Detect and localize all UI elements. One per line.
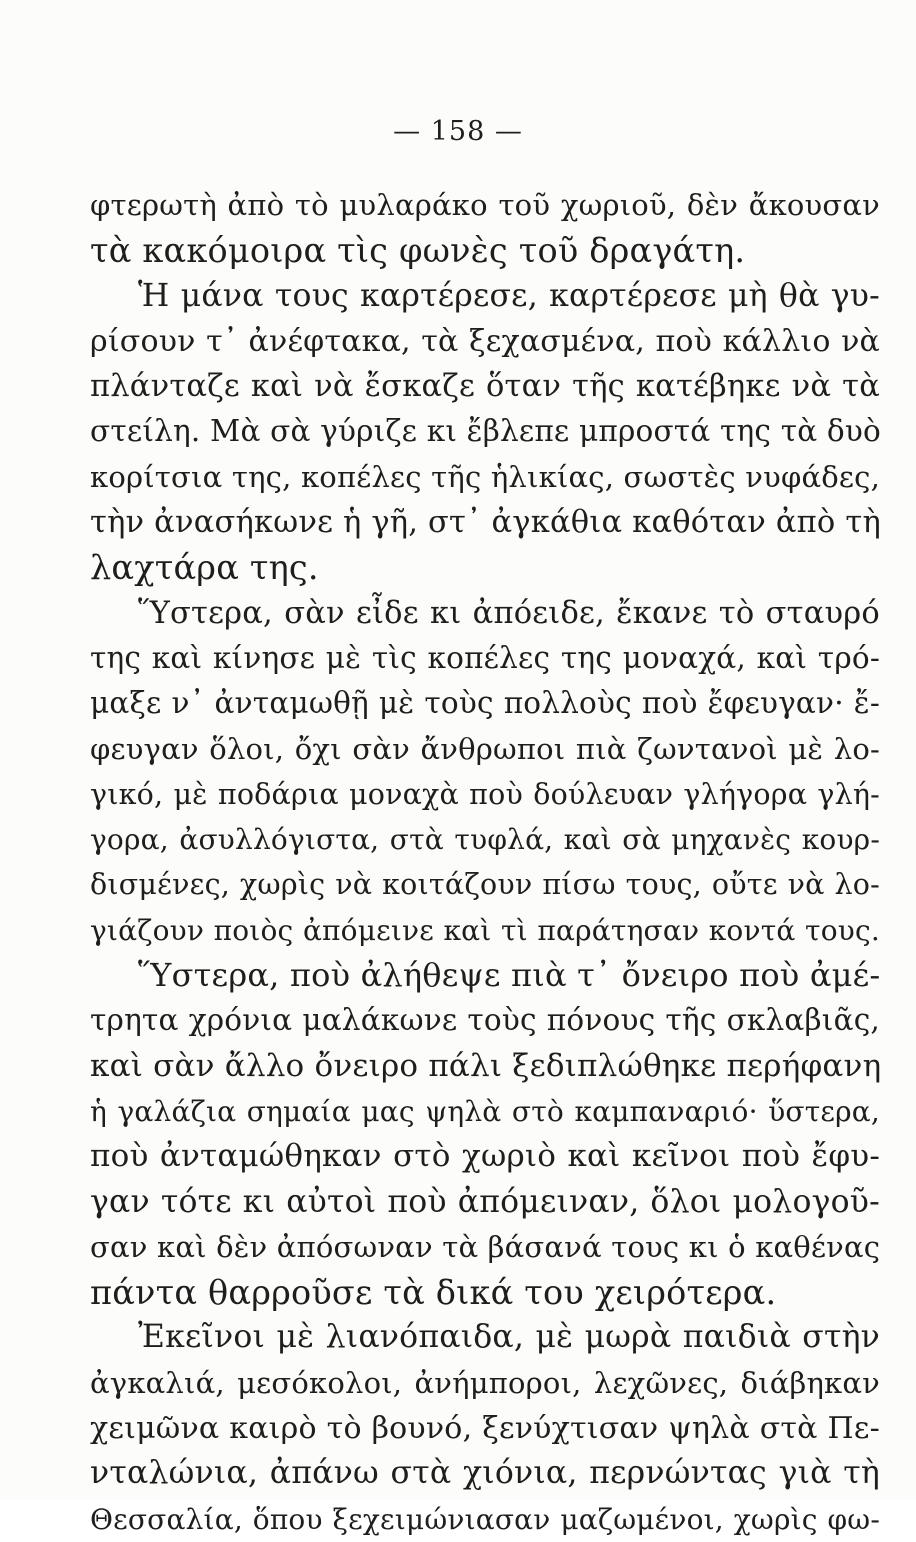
text-line: ποὺ ἀνταμώθηκαν στὸ χωριὸ καὶ κεῖνοι ποὺ ἔφυ- [90, 1138, 880, 1175]
text-line: στείλη. Μὰ σὰ γύριζε κι ἔβλεπε μπροστά της τὰ δυὸ [90, 414, 881, 449]
text-line: πλάνταζε καὶ νὰ ἔσκαζε ὅταν τῆς κατέβηκε νὰ τὰ [90, 369, 880, 405]
text-line: γορα, ἀσυλλόγιστα, στὰ τυφλά, καὶ σὰ μηχανὲς κουρ- [90, 823, 880, 857]
paragraph-start-line: Ὕστερα, ποὺ ἀλήθεψε πιὰ τ᾿ ὄνειρο ποὺ ἀμέ- [138, 956, 881, 995]
text-line: νταλώνια, ἀπάνω στὰ χιόνια, περνώντας γιὰ τὴ [90, 1455, 880, 1492]
text-line: γαν τότε κι αὐτοὶ ποὺ ἀπόμειναν, ὅλοι μολογοῦ- [90, 1183, 880, 1220]
text-line: φτερωτὴ ἀπὸ τὸ μυλαράκο τοῦ χωριοῦ, δὲν ἄκουσαν [90, 188, 880, 222]
text-line: ρίσουν τ᾿ ἀνέφτακα, τὰ ξεχασμένα, ποὺ κάλλιο νὰ [90, 323, 880, 359]
text-line: ἡ γαλάζια σημαία μας ψηλὰ στὸ καμπαναριό· ὕστερα, [90, 1094, 880, 1128]
paragraph-start-line: Ἐκεῖνοι μὲ λιανόπαιδα, μὲ μωρὰ παιδιὰ στὴν [138, 1319, 880, 1356]
text-line: της καὶ κίνησε μὲ τὶς κοπέλες της μοναχά, καὶ τρό- [90, 640, 880, 675]
text-line: Θεσσαλία, ὅπου ξεχειμώνιασαν μαζωμένοι, χωρὶς φω- [90, 1502, 880, 1536]
text-line: πάντα θαρροῦσε τὰ δικά του χειρότερα. [90, 1273, 777, 1313]
text-line: τὰ κακόμοιρα τὶς φωνὲς τοῦ δραγάτη. [90, 231, 746, 271]
text-line: σαν καὶ δὲν ἀπόσωναν τὰ βάσανά τους κι ὁ καθένας [90, 1229, 881, 1264]
body-text [90, 183, 880, 1542]
text-line: μαξε ν᾿ ἀνταμωθῇ μὲ τοὺς πολλοὺς ποὺ ἔφευγαν· ἔ- [90, 686, 880, 721]
paragraph-start-line: Ὕστερα, σὰν εἶδε κι ἀπόειδε, ἔκανε τὸ σταυρό [138, 595, 880, 631]
paragraph-start-line: Ἡ μάνα τους καρτέρεσε, καρτέρεσε μὴ θὰ γυ- [138, 277, 880, 314]
text-line: τὴν ἀνασήκωνε ἡ γῆ, στ᾿ ἀγκάθια καθόταν ἀπὸ τὴ [90, 505, 881, 541]
text-line: ἀγκαλιά, μεσόκολοι, ἀνήμποροι, λεχῶνες, διάβηκαν [90, 1365, 880, 1400]
text-line: λαχτάρα της. [90, 548, 319, 588]
text-line: χειμῶνα καιρὸ τὸ βουνό, ξενύχτισαν ψηλὰ στὰ Πε- [90, 1411, 880, 1447]
text-line: τρητα χρόνια μαλάκωνε τοὺς πόνους τῆς σκλαβιᾶς, [90, 1003, 880, 1038]
page-number: — 158 — [393, 116, 523, 147]
text-line: καὶ σὰν ἄλλο ὄνειρο πάλι ξεδιπλώθηκε περήφανη [90, 1047, 882, 1084]
text-line: δισμένες, χωρὶς νὰ κοιτάζουν πίσω τους, οὔτε νὰ λο- [90, 868, 880, 902]
text-line: κορίτσια της, κοπέλες τῆς ἡλικίας, σωστὲς νυφάδες, [90, 459, 880, 494]
text-line: γιάζουν ποιὸς ἀπόμεινε καὶ τὶ παράτησαν κοντά τους. [90, 913, 880, 947]
text-line: γικό, μὲ ποδάρια μοναχὰ ποὺ δούλευαν γλήγορα γλή- [90, 777, 880, 811]
text-line: φευγαν ὅλοι, ὄχι σὰν ἄνθρωποι πιὰ ζωντανοὶ μὲ λο- [90, 731, 880, 766]
